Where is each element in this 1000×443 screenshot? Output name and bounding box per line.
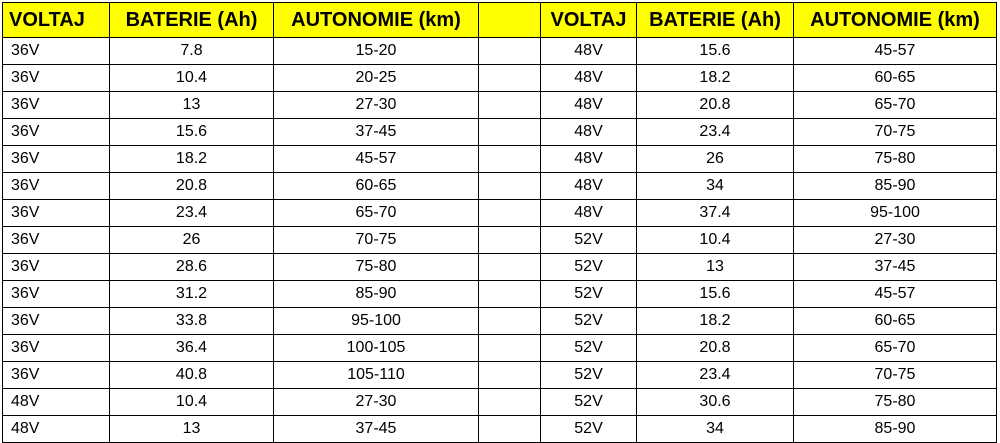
cell-voltaj-right: 48V [541, 65, 637, 92]
cell-voltaj-left: 36V [3, 281, 110, 308]
cell-spacer [479, 254, 541, 281]
cell-spacer [479, 335, 541, 362]
cell-baterie-right: 30.6 [637, 389, 794, 416]
cell-voltaj-left: 36V [3, 92, 110, 119]
cell-spacer [479, 38, 541, 65]
header-baterie-right: BATERIE (Ah) [637, 3, 794, 38]
cell-autonomie-left: 37-45 [274, 416, 479, 443]
cell-autonomie-left: 95-100 [274, 308, 479, 335]
cell-baterie-right: 20.8 [637, 335, 794, 362]
cell-baterie-left: 40.8 [110, 362, 274, 389]
cell-autonomie-left: 100-105 [274, 335, 479, 362]
cell-autonomie-right: 85-90 [794, 173, 997, 200]
cell-voltaj-right: 52V [541, 362, 637, 389]
cell-autonomie-right: 70-75 [794, 362, 997, 389]
cell-autonomie-right: 60-65 [794, 308, 997, 335]
cell-voltaj-right: 52V [541, 281, 637, 308]
table-row [3, 65, 997, 92]
cell-autonomie-left: 75-80 [274, 254, 479, 281]
cell-baterie-left: 36.4 [110, 335, 274, 362]
cell-voltaj-left: 48V [3, 389, 110, 416]
cell-autonomie-right: 95-100 [794, 200, 997, 227]
cell-autonomie-right: 85-90 [794, 416, 997, 443]
cell-autonomie-right: 45-57 [794, 38, 997, 65]
cell-baterie-left: 10.4 [110, 65, 274, 92]
cell-voltaj-left: 36V [3, 362, 110, 389]
cell-baterie-right: 23.4 [637, 362, 794, 389]
cell-baterie-left: 31.2 [110, 281, 274, 308]
header-baterie-left: BATERIE (Ah) [110, 3, 274, 38]
cell-voltaj-right: 52V [541, 227, 637, 254]
cell-voltaj-left: 36V [3, 254, 110, 281]
header-voltaj-right: VOLTAJ [541, 3, 637, 38]
cell-voltaj-right: 48V [541, 146, 637, 173]
table-row [3, 362, 997, 389]
cell-baterie-right: 18.2 [637, 308, 794, 335]
cell-voltaj-left: 36V [3, 227, 110, 254]
cell-spacer [479, 389, 541, 416]
cell-baterie-right: 34 [637, 416, 794, 443]
cell-baterie-right: 34 [637, 173, 794, 200]
cell-baterie-right: 37.4 [637, 200, 794, 227]
cell-voltaj-left: 36V [3, 146, 110, 173]
cell-voltaj-right: 48V [541, 200, 637, 227]
cell-voltaj-left: 36V [3, 173, 110, 200]
header-autonomie-right: AUTONOMIE (km) [794, 3, 997, 38]
cell-voltaj-left: 36V [3, 65, 110, 92]
table-row [3, 308, 997, 335]
cell-autonomie-left: 45-57 [274, 146, 479, 173]
cell-baterie-left: 13 [110, 416, 274, 443]
cell-baterie-right: 23.4 [637, 119, 794, 146]
battery-range-table [2, 2, 997, 443]
cell-voltaj-right: 48V [541, 38, 637, 65]
cell-autonomie-right: 65-70 [794, 92, 997, 119]
cell-voltaj-left: 36V [3, 119, 110, 146]
cell-baterie-left: 28.6 [110, 254, 274, 281]
table-row [3, 335, 997, 362]
table-row [3, 200, 997, 227]
cell-baterie-left: 10.4 [110, 389, 274, 416]
header-row [3, 3, 997, 38]
cell-spacer [479, 119, 541, 146]
table-row [3, 281, 997, 308]
table-row [3, 227, 997, 254]
cell-spacer [479, 173, 541, 200]
cell-voltaj-left: 36V [3, 38, 110, 65]
cell-baterie-right: 10.4 [637, 227, 794, 254]
cell-autonomie-right: 60-65 [794, 65, 997, 92]
cell-voltaj-left: 36V [3, 308, 110, 335]
cell-voltaj-left: 36V [3, 335, 110, 362]
cell-autonomie-left: 70-75 [274, 227, 479, 254]
cell-baterie-right: 15.6 [637, 38, 794, 65]
cell-baterie-left: 15.6 [110, 119, 274, 146]
cell-baterie-right: 26 [637, 146, 794, 173]
header-voltaj-left: VOLTAJ [3, 3, 110, 38]
table-row [3, 389, 997, 416]
cell-autonomie-left: 85-90 [274, 281, 479, 308]
cell-autonomie-left: 27-30 [274, 389, 479, 416]
cell-spacer [479, 227, 541, 254]
cell-voltaj-right: 52V [541, 308, 637, 335]
cell-voltaj-right: 48V [541, 119, 637, 146]
cell-baterie-right: 20.8 [637, 92, 794, 119]
cell-baterie-left: 23.4 [110, 200, 274, 227]
cell-voltaj-right: 48V [541, 173, 637, 200]
cell-autonomie-left: 105-110 [274, 362, 479, 389]
cell-baterie-left: 13 [110, 92, 274, 119]
cell-baterie-left: 20.8 [110, 173, 274, 200]
header-autonomie-left: AUTONOMIE (km) [274, 3, 479, 38]
cell-baterie-right: 13 [637, 254, 794, 281]
cell-autonomie-left: 37-45 [274, 119, 479, 146]
cell-spacer [479, 65, 541, 92]
cell-autonomie-right: 27-30 [794, 227, 997, 254]
cell-autonomie-left: 27-30 [274, 92, 479, 119]
cell-baterie-right: 18.2 [637, 65, 794, 92]
table-row [3, 119, 997, 146]
cell-baterie-left: 33.8 [110, 308, 274, 335]
cell-baterie-left: 18.2 [110, 146, 274, 173]
cell-autonomie-right: 75-80 [794, 389, 997, 416]
cell-baterie-right: 15.6 [637, 281, 794, 308]
cell-autonomie-right: 65-70 [794, 335, 997, 362]
cell-voltaj-left: 48V [3, 416, 110, 443]
cell-voltaj-left: 36V [3, 200, 110, 227]
cell-voltaj-right: 52V [541, 254, 637, 281]
cell-autonomie-left: 60-65 [274, 173, 479, 200]
cell-spacer [479, 362, 541, 389]
cell-voltaj-right: 52V [541, 335, 637, 362]
cell-voltaj-right: 52V [541, 389, 637, 416]
cell-baterie-left: 7.8 [110, 38, 274, 65]
header-spacer [479, 3, 541, 38]
table-row [3, 146, 997, 173]
cell-spacer [479, 146, 541, 173]
cell-autonomie-right: 70-75 [794, 119, 997, 146]
table-row [3, 92, 997, 119]
cell-spacer [479, 200, 541, 227]
table-row [3, 173, 997, 200]
cell-autonomie-left: 65-70 [274, 200, 479, 227]
table-row [3, 38, 997, 65]
cell-autonomie-left: 15-20 [274, 38, 479, 65]
cell-autonomie-right: 75-80 [794, 146, 997, 173]
cell-voltaj-right: 52V [541, 416, 637, 443]
cell-autonomie-left: 20-25 [274, 65, 479, 92]
table-row [3, 416, 997, 443]
cell-voltaj-right: 48V [541, 92, 637, 119]
cell-spacer [479, 416, 541, 443]
table-body [3, 38, 997, 443]
table-row [3, 254, 997, 281]
cell-spacer [479, 308, 541, 335]
cell-spacer [479, 92, 541, 119]
cell-autonomie-right: 37-45 [794, 254, 997, 281]
cell-spacer [479, 281, 541, 308]
cell-autonomie-right: 45-57 [794, 281, 997, 308]
cell-baterie-left: 26 [110, 227, 274, 254]
